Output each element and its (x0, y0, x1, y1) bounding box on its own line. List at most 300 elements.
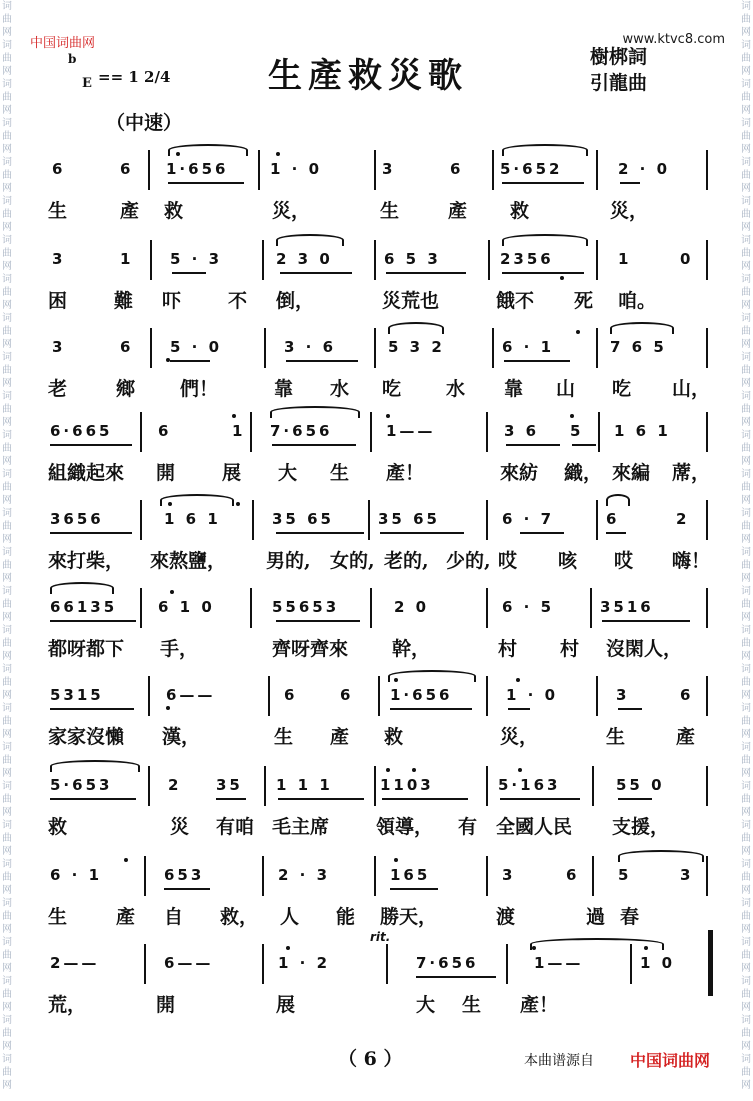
note-group: 653 (164, 866, 205, 884)
side-watermark-char: 词 (741, 586, 751, 597)
beam-underline (172, 272, 206, 274)
side-watermark-char: 曲 (2, 131, 12, 142)
bar-line (374, 766, 376, 806)
lyric-syllable: 生 (330, 462, 350, 484)
lyric-syllable: 災 (170, 816, 190, 838)
lyric-syllable: 村 (560, 638, 580, 660)
beam-underline (50, 708, 134, 710)
side-watermark-char: 曲 (741, 560, 751, 571)
note-group: 6—— (164, 954, 214, 972)
side-watermark-char: 网 (741, 417, 751, 428)
note-group: 6 · 1 (50, 866, 103, 884)
lyric-syllable: 水 (446, 378, 466, 400)
lyric-syllable: 產！ (386, 462, 425, 484)
bar-line (268, 676, 270, 716)
note-group: 2 (676, 510, 690, 528)
lyric-syllable: 荒， (48, 994, 87, 1016)
bar-line (592, 766, 594, 806)
beam-underline (618, 708, 642, 710)
bar-line (378, 676, 380, 716)
beam-underline (50, 444, 132, 446)
side-watermark-char: 词 (741, 235, 751, 246)
beam-underline (416, 976, 496, 978)
octave-dot (276, 152, 280, 156)
lyric-syllable: 吓 (162, 290, 182, 312)
bar-line (590, 588, 592, 628)
key-equals: == 1 (98, 68, 139, 86)
side-watermark-char: 网 (2, 846, 12, 857)
lyric-syllable: 男的, (266, 550, 311, 572)
beam-underline (390, 708, 472, 710)
lyric-syllable: 來紡 (500, 462, 539, 484)
side-watermark-char: 曲 (741, 677, 751, 688)
lyric-syllable: 產 (330, 726, 350, 748)
side-watermark-char: 网 (2, 690, 12, 701)
bar-line (488, 240, 490, 280)
note-group: 7·656 (270, 422, 333, 440)
notation-line (40, 588, 720, 624)
bar-line (706, 588, 708, 628)
note-group: 1 1 1 (276, 776, 333, 794)
side-watermark-char: 词 (741, 430, 751, 441)
lyrics-line (40, 634, 720, 662)
side-watermark-char: 词 (2, 430, 12, 441)
bar-line (706, 240, 708, 280)
lyric-syllable: 吃 (612, 378, 632, 400)
side-watermark-char: 曲 (2, 833, 12, 844)
lyrics-line (40, 902, 720, 930)
bar-line (148, 676, 150, 716)
bar-line (706, 766, 708, 806)
note-group: 1 · 2 (278, 954, 331, 972)
lyric-syllable: 來編 (612, 462, 651, 484)
octave-dot (176, 152, 180, 156)
side-watermark-char: 网 (741, 651, 751, 662)
side-watermark-char: 网 (2, 183, 12, 194)
bar-line (250, 412, 252, 452)
side-watermark-char: 曲 (2, 872, 12, 883)
side-watermark-char: 词 (2, 40, 12, 51)
side-watermark-char: 网 (2, 144, 12, 155)
tempo-marking: （中速） (106, 112, 183, 134)
lyric-syllable: 來熬鹽， (150, 550, 227, 572)
side-watermark-char: 词 (741, 703, 751, 714)
side-watermark-char: 曲 (741, 950, 751, 961)
note-group: 6 (52, 160, 66, 178)
bar-line (140, 500, 142, 540)
bar-line (596, 328, 598, 368)
side-watermark-char: 网 (2, 924, 12, 935)
side-watermark-char: 曲 (2, 989, 12, 1000)
side-watermark-char: 曲 (741, 872, 751, 883)
beam-underline (618, 798, 652, 800)
beam-underline (280, 272, 352, 274)
beam-underline (216, 798, 246, 800)
side-watermark-char: 网 (741, 339, 751, 350)
note-group: 5 (618, 866, 632, 884)
beam-underline (500, 798, 580, 800)
side-watermark-char: 网 (2, 495, 12, 506)
octave-dot (286, 946, 290, 950)
lyric-syllable: 開 (156, 462, 176, 484)
octave-dot (532, 946, 536, 950)
bar-line (150, 240, 152, 280)
slur-mark (502, 234, 588, 246)
side-watermark-char: 网 (741, 105, 751, 116)
bar-line (706, 328, 708, 368)
key-letter: E (82, 76, 92, 91)
side-watermark-char: 词 (2, 391, 12, 402)
side-watermark-char: 网 (2, 66, 12, 77)
bar-line (706, 676, 708, 716)
lyrics-line (40, 458, 720, 486)
octave-dot (124, 858, 128, 862)
lyric-syllable: 都呀都下 (48, 638, 125, 660)
lyric-syllable: 生 (48, 200, 68, 222)
side-watermark-char: 网 (2, 417, 12, 428)
beam-underline (276, 620, 360, 622)
octave-dot (232, 414, 236, 418)
lyric-syllable: 展 (222, 462, 242, 484)
side-watermark-char: 曲 (741, 404, 751, 415)
lyric-syllable: 全國人民 (496, 816, 573, 838)
lyrics-line (40, 812, 720, 840)
note-group: 6 1 0 (158, 598, 215, 616)
beam-underline (606, 532, 626, 534)
side-watermark-char: 网 (741, 144, 751, 155)
side-watermark-char: 词 (741, 352, 751, 363)
octave-dot (412, 768, 416, 772)
note-group: 1 (120, 250, 134, 268)
lyric-syllable: 開 (156, 994, 176, 1016)
bar-line (140, 412, 142, 452)
side-watermark-char: 曲 (741, 716, 751, 727)
note-group: 1 6 1 (164, 510, 221, 528)
note-group: 2356 (500, 250, 554, 268)
bar-line (492, 150, 494, 190)
side-watermark-char: 曲 (741, 833, 751, 844)
lyric-syllable: 領導， (376, 816, 434, 838)
source-note: 本曲谱源自 (524, 1053, 594, 1069)
lyric-syllable: 靠 (504, 378, 524, 400)
note-group: 5 · 0 (170, 338, 223, 356)
side-watermark-char: 词 (741, 1, 751, 12)
lyric-syllable: 毛主席 (272, 816, 330, 838)
note-group: 3 (502, 866, 516, 884)
side-watermark-char: 网 (2, 261, 12, 272)
side-watermark-char: 词 (741, 469, 751, 480)
side-watermark-char: 网 (741, 66, 751, 77)
note-group: 165 (390, 866, 431, 884)
side-watermark-char: 网 (2, 573, 12, 584)
lyric-syllable: 大 (416, 994, 436, 1016)
octave-dot (570, 414, 574, 418)
lyrics-line (40, 374, 720, 402)
lyric-syllable: 幹， (392, 638, 431, 660)
watermark-site-name[interactable]: 中国词曲网 (30, 36, 96, 51)
side-watermark-char: 词 (741, 781, 751, 792)
side-watermark-char: 曲 (2, 248, 12, 259)
lyric-syllable: 水 (330, 378, 350, 400)
lyric-syllable: 嗨！ (672, 550, 711, 572)
side-watermark-char: 词 (2, 820, 12, 831)
slur-mark (50, 760, 140, 772)
note-group: 3 6 (504, 422, 540, 440)
source-site-link[interactable]: 中国词曲网 (630, 1051, 711, 1070)
octave-dot (576, 330, 580, 334)
note-group: 5·653 (50, 776, 113, 794)
side-watermark-char: 词 (741, 313, 751, 324)
side-watermark-char: 词 (2, 898, 12, 909)
note-group: 6 (120, 160, 134, 178)
bar-line (486, 766, 488, 806)
note-group: 3 · 6 (284, 338, 337, 356)
lyric-syllable: 生 (380, 200, 400, 222)
lyric-syllable: 救， (220, 906, 259, 928)
side-watermark-char: 词 (741, 79, 751, 90)
lyric-syllable: 能 (336, 906, 356, 928)
side-watermark-char: 词 (2, 625, 12, 636)
lyric-syllable: 支援， (612, 816, 670, 838)
side-watermark-char: 词 (2, 508, 12, 519)
lyric-syllable: 過 (586, 906, 606, 928)
side-watermark-char: 网 (2, 300, 12, 311)
lyric-syllable: 自 (164, 906, 184, 928)
note-group: 35 65 (272, 510, 334, 528)
side-watermark-char: 词 (2, 274, 12, 285)
note-group: 3516 (600, 598, 654, 616)
lyric-syllable: 展 (276, 994, 296, 1016)
side-watermark-char: 词 (2, 976, 12, 987)
lyric-syllable: 蓆， (672, 462, 711, 484)
side-watermark-char: 曲 (741, 521, 751, 532)
notation-line (40, 930, 720, 980)
bar-line (150, 328, 152, 368)
bar-line (258, 150, 260, 190)
note-group: 35 (216, 776, 243, 794)
beam-underline (168, 182, 244, 184)
side-watermark-char: 曲 (2, 92, 12, 103)
notation-line (40, 240, 720, 276)
lyric-syllable: 救 (510, 200, 530, 222)
lyric-syllable: 產 (676, 726, 696, 748)
side-watermark-char: 词 (2, 469, 12, 480)
side-watermark-char: 网 (2, 534, 12, 545)
side-watermark-char: 网 (2, 1080, 12, 1091)
note-group: 6 (284, 686, 298, 704)
slur-mark (276, 234, 344, 246)
lyric-syllable: 村 (498, 638, 518, 660)
lyric-syllable: 難 (114, 290, 134, 312)
bar-line (598, 412, 600, 452)
octave-dot (166, 706, 170, 710)
lyric-syllable: 勝天， (380, 906, 438, 928)
octave-dot (170, 590, 174, 594)
octave-dot (394, 678, 398, 682)
lyric-syllable: 哎 (498, 550, 518, 572)
song-title: 生產救災歌 (268, 56, 468, 96)
note-group: 5 (570, 422, 584, 440)
lyric-syllable: 靠 (274, 378, 294, 400)
note-group: 3 (52, 338, 66, 356)
side-watermark-char: 曲 (741, 794, 751, 805)
side-watermark-char: 词 (2, 586, 12, 597)
bar-line (264, 766, 266, 806)
bar-line (486, 856, 488, 896)
note-group: 3 (616, 686, 630, 704)
bar-line (486, 412, 488, 452)
side-watermark-char: 曲 (2, 521, 12, 532)
lyric-syllable: 救 (164, 200, 184, 222)
octave-dot (644, 946, 648, 950)
side-watermark-char: 网 (2, 768, 12, 779)
side-watermark-char: 曲 (2, 170, 12, 181)
note-group: 1 (618, 250, 632, 268)
note-group: 1—— (534, 954, 584, 972)
side-watermark-char: 曲 (2, 365, 12, 376)
bar-line (374, 240, 376, 280)
slur-mark (618, 850, 704, 862)
note-group: 6 5 3 (384, 250, 441, 268)
final-barline (708, 930, 713, 996)
side-watermark-char: 曲 (2, 443, 12, 454)
note-group: 1 0 (640, 954, 676, 972)
bar-line (374, 328, 376, 368)
beam-underline (508, 708, 530, 710)
side-watermark-char: 词 (2, 313, 12, 324)
side-watermark-char: 网 (2, 1002, 12, 1013)
lyric-syllable: 女的, (330, 550, 375, 572)
octave-dot (560, 276, 564, 280)
side-watermark-char: 网 (2, 651, 12, 662)
note-group: 1—— (386, 422, 436, 440)
bar-line (252, 500, 254, 540)
lyric-syllable: 餓不 (496, 290, 535, 312)
side-watermark-char: 网 (741, 495, 751, 506)
lyric-syllable: 組織起來 (48, 462, 125, 484)
lyric-syllable: 咱。 (618, 290, 657, 312)
lyrics-line (40, 196, 720, 224)
lyric-syllable: 產 (448, 200, 468, 222)
side-watermark-char: 网 (741, 612, 751, 623)
side-watermark-char: 曲 (2, 794, 12, 805)
bar-line (596, 500, 598, 540)
side-watermark-char: 词 (2, 937, 12, 948)
bar-line (144, 856, 146, 896)
lyric-syllable: 有 (458, 816, 478, 838)
beam-underline (506, 444, 560, 446)
bar-line (706, 500, 708, 540)
side-watermark-char: 词 (741, 742, 751, 753)
side-watermark-char: 曲 (2, 950, 12, 961)
lyric-syllable: 死 (574, 290, 594, 312)
side-watermark-char: 曲 (2, 638, 12, 649)
bar-line (596, 150, 598, 190)
bar-line (148, 766, 150, 806)
side-watermark-char: 网 (741, 1002, 751, 1013)
octave-dot (386, 768, 390, 772)
side-watermark-char: 词 (2, 118, 12, 129)
bar-line (386, 944, 388, 984)
side-watermark-char: 曲 (741, 638, 751, 649)
note-group: 5·652 (500, 160, 563, 178)
note-group: 2 · 3 (278, 866, 331, 884)
octave-dot (394, 858, 398, 862)
side-watermark-char: 网 (2, 885, 12, 896)
note-group: 5 3 2 (388, 338, 445, 356)
beam-underline (386, 272, 466, 274)
note-group: 1 · 0 (270, 160, 323, 178)
notation-line (40, 328, 720, 364)
watermark-site-url[interactable]: www.ktvc8.com (622, 32, 725, 47)
side-watermark-char: 词 (2, 1054, 12, 1065)
lyric-syllable: 山 (556, 378, 576, 400)
notation-line (40, 412, 720, 448)
bar-line (374, 150, 376, 190)
lyric-syllable: 漢， (162, 726, 201, 748)
bar-line (596, 240, 598, 280)
lyric-syllable: 咳 (558, 550, 578, 572)
beam-underline (276, 532, 364, 534)
side-watermark-char: 词 (741, 118, 751, 129)
beam-underline (278, 798, 364, 800)
note-group: 5·163 (498, 776, 561, 794)
bar-line (370, 412, 372, 452)
side-watermark-char: 网 (741, 690, 751, 701)
side-watermark-char: 曲 (2, 599, 12, 610)
side-watermark-char: 网 (741, 456, 751, 467)
note-group: 6 (450, 160, 464, 178)
side-watermark-char: 曲 (741, 14, 751, 25)
bar-line (368, 500, 370, 540)
lyric-syllable: 家家沒懶 (48, 726, 125, 748)
beam-underline (382, 798, 468, 800)
lyric-syllable: 生 (462, 994, 482, 1016)
beam-underline (50, 798, 136, 800)
lyric-syllable: 老 (48, 378, 68, 400)
notation-line (40, 500, 720, 536)
credits (590, 44, 647, 96)
side-watermark-char: 网 (741, 261, 751, 272)
side-watermark-char: 词 (2, 547, 12, 558)
side-watermark-char: 词 (741, 1015, 751, 1026)
note-group: 55 0 (616, 776, 665, 794)
side-watermark-char: 词 (741, 508, 751, 519)
side-watermark-char: 网 (741, 222, 751, 233)
note-group: 6 (120, 338, 134, 356)
side-watermark-char: 词 (2, 781, 12, 792)
bar-line (148, 150, 150, 190)
bar-line (262, 856, 264, 896)
side-watermark-char: 曲 (741, 1028, 751, 1039)
notation-line (40, 150, 720, 186)
side-watermark-char: 曲 (2, 560, 12, 571)
side-watermark-char: 曲 (741, 989, 751, 1000)
lyric-syllable: 少的, (446, 550, 491, 572)
side-watermark-char: 曲 (2, 1028, 12, 1039)
note-group: 5315 (50, 686, 104, 704)
side-watermark-char: 词 (2, 352, 12, 363)
lyric-syllable: 生 (274, 726, 294, 748)
side-watermark-char: 网 (2, 378, 12, 389)
side-watermark-char: 曲 (741, 482, 751, 493)
note-group: 0 (680, 250, 694, 268)
beam-underline (272, 444, 356, 446)
note-group: 35 65 (378, 510, 440, 528)
side-watermark-char: 网 (741, 963, 751, 974)
note-group: 3 (382, 160, 396, 178)
bar-line (706, 856, 708, 896)
